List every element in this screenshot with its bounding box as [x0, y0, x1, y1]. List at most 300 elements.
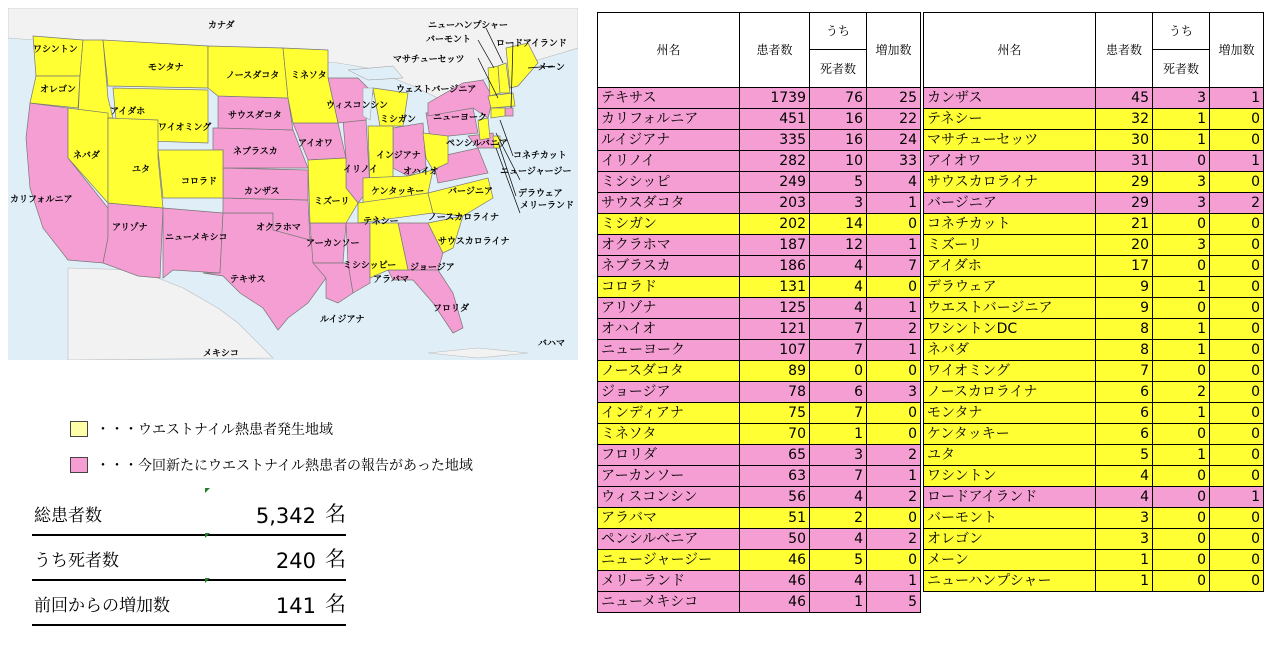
deaths-cell: 0: [1153, 298, 1210, 319]
patients-cell: 4: [1096, 466, 1153, 487]
label-tennessee: テネシー: [363, 217, 399, 227]
summary-value: 5,342: [255, 504, 316, 528]
increase-cell: 2: [867, 319, 921, 340]
table-row: [598, 151, 921, 172]
label-nebraska: ネブラスカ: [233, 147, 278, 157]
deaths-cell: 0: [1153, 529, 1210, 550]
deaths-cell: 7: [810, 319, 867, 340]
state-cell: カリフォルニア: [598, 109, 740, 130]
deaths-cell: 4: [810, 571, 867, 592]
increase-cell: 0: [1210, 403, 1264, 424]
increase-cell: 7: [867, 256, 921, 277]
state-cell: デラウェア: [924, 277, 1096, 298]
increase-cell: 0: [867, 403, 921, 424]
label-louisiana: ルイジアナ: [320, 315, 365, 325]
patients-cell: 51: [740, 508, 810, 529]
table-row: [924, 382, 1264, 403]
table-row: [924, 319, 1264, 340]
summary-label: 総患者数: [34, 506, 102, 526]
cell-marker: [205, 488, 210, 493]
table-row: [598, 508, 921, 529]
deaths-cell: 2: [1153, 382, 1210, 403]
deaths-cell: 10: [810, 151, 867, 172]
cell-marker: [205, 578, 210, 583]
patients-cell: 9: [1096, 298, 1153, 319]
state-cell: ウエストバージニア: [924, 298, 1096, 319]
header-patients: 患者数: [1096, 13, 1153, 88]
state-cell: ミズーリ: [924, 235, 1096, 256]
increase-cell: 0: [1210, 382, 1264, 403]
summary-value: 141: [275, 594, 316, 618]
state-cell: モンタナ: [924, 403, 1096, 424]
legend-yellow-text: ・・・ウエストナイル熱患者発生地域: [96, 422, 334, 438]
increase-cell: 1: [1210, 88, 1264, 109]
deaths-cell: 14: [810, 214, 867, 235]
deaths-cell: 1: [810, 592, 867, 613]
state-cell: メーン: [924, 550, 1096, 571]
table-row: [598, 193, 921, 214]
table-row: [598, 172, 921, 193]
table-row: [924, 256, 1264, 277]
increase-cell: 1: [867, 340, 921, 361]
deaths-cell: 6: [810, 382, 867, 403]
state-cell: アイオワ: [924, 151, 1096, 172]
table-row: [598, 277, 921, 298]
state-cell: カンザス: [924, 88, 1096, 109]
label-arizona: アリゾナ: [112, 223, 148, 233]
increase-cell: 0: [1210, 571, 1264, 592]
label-connecticut: コネチカット: [513, 151, 567, 161]
label-indiana: インジアナ: [376, 151, 421, 161]
state-cell: ルイジアナ: [598, 130, 740, 151]
cell-marker: [205, 533, 210, 538]
table-row: [598, 88, 921, 109]
patients-cell: 4: [1096, 487, 1153, 508]
increase-cell: 0: [1210, 445, 1264, 466]
patients-cell: 6: [1096, 424, 1153, 445]
us-map: [8, 8, 578, 360]
patients-cell: 29: [1096, 172, 1153, 193]
legend-yellow-swatch: [70, 421, 88, 437]
table-row: [924, 529, 1264, 550]
patients-cell: 186: [740, 256, 810, 277]
table-row: [924, 298, 1264, 319]
deaths-cell: 5: [810, 172, 867, 193]
deaths-cell: 76: [810, 88, 867, 109]
table-header-row: [598, 13, 921, 50]
state-utah: [108, 118, 163, 208]
label-minnesota: ミネソタ: [291, 71, 327, 81]
deaths-cell: 7: [810, 340, 867, 361]
deaths-cell: 1: [1153, 109, 1210, 130]
header-state: 州名: [924, 13, 1096, 88]
patients-cell: 31: [1096, 151, 1153, 172]
increase-cell: 0: [867, 277, 921, 298]
state-cell: ミシガン: [598, 214, 740, 235]
increase-cell: 3: [867, 382, 921, 403]
label-ohio: オハイオ: [403, 167, 439, 177]
patients-cell: 56: [740, 487, 810, 508]
increase-cell: 2: [867, 445, 921, 466]
label-kentucky: ケンタッキー: [371, 187, 425, 197]
summary-unit: 名: [325, 502, 346, 526]
patients-cell: 1: [1096, 550, 1153, 571]
label-idaho: アイダホ: [110, 107, 146, 117]
patients-cell: 202: [740, 214, 810, 235]
increase-cell: 1: [867, 466, 921, 487]
table-header-row: [924, 13, 1264, 50]
patients-cell: 1739: [740, 88, 810, 109]
label-mexico: メキシコ: [203, 349, 239, 359]
state-cell: サウスダコタ: [598, 193, 740, 214]
patients-cell: 63: [740, 466, 810, 487]
legend-new: [70, 455, 473, 475]
deaths-cell: 16: [810, 130, 867, 151]
increase-cell: 0: [867, 508, 921, 529]
label-bahamas: バハマ: [538, 339, 566, 349]
state-cell: ジョージア: [598, 382, 740, 403]
patients-cell: 46: [740, 592, 810, 613]
state-cell: コネチカット: [924, 214, 1096, 235]
table-row: [924, 109, 1264, 130]
deaths-cell: 1: [1153, 130, 1210, 151]
patients-cell: 21: [1096, 214, 1153, 235]
deaths-cell: 3: [810, 193, 867, 214]
increase-cell: 0: [867, 361, 921, 382]
state-rhode-island: [505, 108, 513, 116]
label-north-dakota: ノースダコタ: [226, 71, 280, 81]
state-cell: ニューハンプシャー: [924, 571, 1096, 592]
patients-cell: 46: [740, 571, 810, 592]
increase-cell: 0: [1210, 550, 1264, 571]
label-south-carolina: サウスカロライナ: [438, 237, 510, 247]
state-washington: [33, 36, 83, 76]
patients-cell: 8: [1096, 340, 1153, 361]
table-row: [598, 109, 921, 130]
summary-unit: 名: [325, 592, 346, 616]
table-row: [924, 487, 1264, 508]
label-maryland: メリーランド: [520, 201, 575, 211]
header-patients: 患者数: [740, 13, 810, 88]
label-arkansas: アーカンソー: [306, 239, 360, 249]
increase-cell: 25: [867, 88, 921, 109]
state-cell: サウスカロライナ: [924, 172, 1096, 193]
patients-cell: 89: [740, 361, 810, 382]
deaths-cell: 0: [1153, 214, 1210, 235]
label-oklahoma: オクラホマ: [256, 223, 301, 233]
state-cell: ユタ: [924, 445, 1096, 466]
label-north-carolina: ノースカロライナ: [428, 213, 500, 223]
state-cell: テキサス: [598, 88, 740, 109]
table-row: [598, 214, 921, 235]
state-new-mexico: [163, 208, 223, 278]
patients-cell: 45: [1096, 88, 1153, 109]
increase-cell: 0: [1210, 214, 1264, 235]
table-row: [598, 256, 921, 277]
patients-cell: 8: [1096, 319, 1153, 340]
summary-value: 240: [275, 549, 316, 573]
label-canada: カナダ: [208, 21, 235, 31]
deaths-cell: 0: [1153, 487, 1210, 508]
label-montana: モンタナ: [148, 63, 184, 73]
state-cell: ミシシッピ: [598, 172, 740, 193]
patients-cell: 282: [740, 151, 810, 172]
patients-cell: 107: [740, 340, 810, 361]
table-row: [924, 571, 1264, 592]
increase-cell: 0: [1210, 298, 1264, 319]
patients-cell: 249: [740, 172, 810, 193]
patients-cell: 32: [1096, 109, 1153, 130]
table-row: [924, 193, 1264, 214]
state-cell: ロードアイランド: [924, 487, 1096, 508]
patients-cell: 3: [1096, 508, 1153, 529]
state-cell: ネブラスカ: [598, 256, 740, 277]
patients-cell: 125: [740, 298, 810, 319]
header-deaths: 死者数: [1153, 50, 1210, 88]
deaths-cell: 7: [810, 466, 867, 487]
state-cell: イリノイ: [598, 151, 740, 172]
patients-cell: 131: [740, 277, 810, 298]
deaths-cell: 0: [1153, 361, 1210, 382]
legend-pink-swatch: [70, 457, 88, 473]
deaths-cell: 0: [1153, 424, 1210, 445]
state-cell: アーカンソー: [598, 466, 740, 487]
increase-cell: 1: [867, 298, 921, 319]
increase-cell: 1: [1210, 487, 1264, 508]
label-new-jersey: ニュージャージー: [500, 167, 572, 177]
deaths-cell: 3: [1153, 235, 1210, 256]
state-cell: ワシントンDC: [924, 319, 1096, 340]
summary-increase: [32, 580, 346, 626]
state-cell: オハイオ: [598, 319, 740, 340]
label-new-mexico: ニューメキシコ: [165, 233, 228, 243]
label-delaware: デラウェア: [518, 189, 563, 199]
label-michigan: ミシガン: [380, 115, 417, 125]
state-cell: ミネソタ: [598, 424, 740, 445]
label-vermont: バーモント: [426, 35, 472, 45]
state-cell: ニューメキシコ: [598, 592, 740, 613]
increase-cell: 24: [867, 130, 921, 151]
label-new-hampshire: ニューハンプシャー: [428, 21, 509, 31]
table-row: [924, 214, 1264, 235]
label-rhode-island: ロードアイランド: [496, 39, 567, 49]
table-row: [598, 445, 921, 466]
label-utah: ユタ: [132, 165, 151, 175]
state-cell: マサチューセッツ: [924, 130, 1096, 151]
state-cell: ワシントン: [924, 466, 1096, 487]
table-row: [924, 508, 1264, 529]
increase-cell: 1: [867, 235, 921, 256]
deaths-cell: 16: [810, 109, 867, 130]
patients-cell: 20: [1096, 235, 1153, 256]
increase-cell: 33: [867, 151, 921, 172]
label-texas: テキサス: [230, 275, 266, 285]
table-row: [924, 277, 1264, 298]
increase-cell: 0: [1210, 172, 1264, 193]
header-of-which: うち: [1153, 13, 1210, 50]
state-cell: アラバマ: [598, 508, 740, 529]
state-colorado: [158, 150, 223, 198]
state-cell: ネバダ: [924, 340, 1096, 361]
patients-cell: 17: [1096, 256, 1153, 277]
label-alabama: アラバマ: [373, 275, 410, 285]
state-cell: ワイオミング: [924, 361, 1096, 382]
header-increase: 増加数: [867, 13, 921, 88]
patients-cell: 65: [740, 445, 810, 466]
increase-cell: 2: [867, 529, 921, 550]
patients-cell: 9: [1096, 277, 1153, 298]
label-washington: ワシントン: [33, 45, 78, 55]
header-increase: 増加数: [1210, 13, 1264, 88]
increase-cell: 1: [867, 193, 921, 214]
table-row: [924, 550, 1264, 571]
table-row: [924, 424, 1264, 445]
table-row: [598, 592, 921, 613]
increase-cell: 0: [867, 214, 921, 235]
deaths-cell: 0: [1153, 256, 1210, 277]
patients-cell: 75: [740, 403, 810, 424]
table-row: [598, 340, 921, 361]
table-row: [598, 361, 921, 382]
state-cell: アリゾナ: [598, 298, 740, 319]
patients-cell: 30: [1096, 130, 1153, 151]
increase-cell: 22: [867, 109, 921, 130]
deaths-cell: 0: [810, 361, 867, 382]
legend-pink-text: ・・・今回新たにウエストナイル熱患者の報告があった地域: [96, 458, 473, 474]
increase-cell: 4: [867, 172, 921, 193]
patients-cell: 7: [1096, 361, 1153, 382]
deaths-cell: 0: [1153, 508, 1210, 529]
summary-deaths: [32, 535, 346, 581]
deaths-cell: 1: [1153, 277, 1210, 298]
patients-cell: 78: [740, 382, 810, 403]
increase-cell: 0: [1210, 508, 1264, 529]
increase-cell: 0: [867, 424, 921, 445]
deaths-cell: 7: [810, 403, 867, 424]
increase-cell: 0: [867, 550, 921, 571]
table-row: [924, 403, 1264, 424]
state-cell: ケンタッキー: [924, 424, 1096, 445]
deaths-cell: 12: [810, 235, 867, 256]
deaths-cell: 2: [810, 508, 867, 529]
label-missouri: ミズーリ: [314, 197, 350, 207]
patients-cell: 335: [740, 130, 810, 151]
deaths-cell: 3: [1153, 193, 1210, 214]
summary-unit: 名: [325, 547, 346, 571]
table-row: [924, 340, 1264, 361]
state-cell: ニュージャージー: [598, 550, 740, 571]
table-row: [598, 466, 921, 487]
cases-table-left: [597, 12, 921, 613]
increase-cell: 0: [1210, 319, 1264, 340]
state-cell: ニューヨーク: [598, 340, 740, 361]
header-deaths: 死者数: [810, 50, 867, 88]
increase-cell: 0: [1210, 466, 1264, 487]
table-row: [924, 172, 1264, 193]
label-virginia: バージニア: [448, 187, 493, 197]
patients-cell: 50: [740, 529, 810, 550]
deaths-cell: 1: [810, 424, 867, 445]
table-row: [924, 235, 1264, 256]
table-row: [598, 529, 921, 550]
table-row: [598, 298, 921, 319]
table-row: [598, 382, 921, 403]
deaths-cell: 0: [1153, 151, 1210, 172]
patients-cell: 121: [740, 319, 810, 340]
patients-cell: 6: [1096, 403, 1153, 424]
state-cell: フロリダ: [598, 445, 740, 466]
table-row: [598, 571, 921, 592]
deaths-cell: 4: [810, 256, 867, 277]
increase-cell: 0: [1210, 235, 1264, 256]
label-illinois: イリノイ: [343, 165, 378, 175]
state-cell: インディアナ: [598, 403, 740, 424]
deaths-cell: 4: [810, 529, 867, 550]
patients-cell: 46: [740, 550, 810, 571]
summary-label: 前回からの増加数: [34, 596, 170, 616]
summary-total-patients: [32, 490, 346, 536]
increase-cell: 0: [1210, 130, 1264, 151]
state-cell: バーモント: [924, 508, 1096, 529]
patients-cell: 6: [1096, 382, 1153, 403]
cases-table-right: [923, 12, 1264, 592]
label-west-virginia: ウェストバージニア: [396, 85, 477, 95]
increase-cell: 1: [867, 571, 921, 592]
deaths-cell: 4: [810, 298, 867, 319]
patients-cell: 187: [740, 235, 810, 256]
label-wyoming: ワイオミング: [158, 123, 212, 133]
deaths-cell: 3: [1153, 88, 1210, 109]
label-oregon: オレゴン: [40, 85, 77, 95]
table-row: [924, 130, 1264, 151]
patients-cell: 5: [1096, 445, 1153, 466]
state-cell: バージニア: [924, 193, 1096, 214]
increase-cell: 0: [1210, 529, 1264, 550]
header-state: 州名: [598, 13, 740, 88]
label-iowa: アイオワ: [298, 139, 333, 149]
label-georgia: ジョージア: [410, 263, 455, 273]
state-cell: ノースカロライナ: [924, 382, 1096, 403]
legend-reported: [70, 419, 333, 439]
label-wisconsin: ウィスコンシン: [326, 101, 389, 111]
deaths-cell: 5: [810, 550, 867, 571]
state-cell: メリーランド: [598, 571, 740, 592]
deaths-cell: 0: [1153, 466, 1210, 487]
patients-cell: 29: [1096, 193, 1153, 214]
increase-cell: 0: [1210, 109, 1264, 130]
state-cell: アイダホ: [924, 256, 1096, 277]
state-cell: オクラホマ: [598, 235, 740, 256]
state-cell: コロラド: [598, 277, 740, 298]
deaths-cell: 3: [810, 445, 867, 466]
state-cell: テネシー: [924, 109, 1096, 130]
label-california: カリフォルニア: [10, 195, 73, 205]
increase-cell: 0: [1210, 277, 1264, 298]
header-of-which: うち: [810, 13, 867, 50]
patients-cell: 70: [740, 424, 810, 445]
label-colorado: コロラド: [181, 177, 218, 187]
deaths-cell: 1: [1153, 319, 1210, 340]
table-row: [598, 424, 921, 445]
table-row: [598, 235, 921, 256]
table-row: [924, 445, 1264, 466]
deaths-cell: 4: [810, 277, 867, 298]
increase-cell: 0: [1210, 361, 1264, 382]
table-row: [598, 403, 921, 424]
table-row: [924, 88, 1264, 109]
table-row: [924, 151, 1264, 172]
label-nevada: ネバダ: [73, 151, 100, 161]
